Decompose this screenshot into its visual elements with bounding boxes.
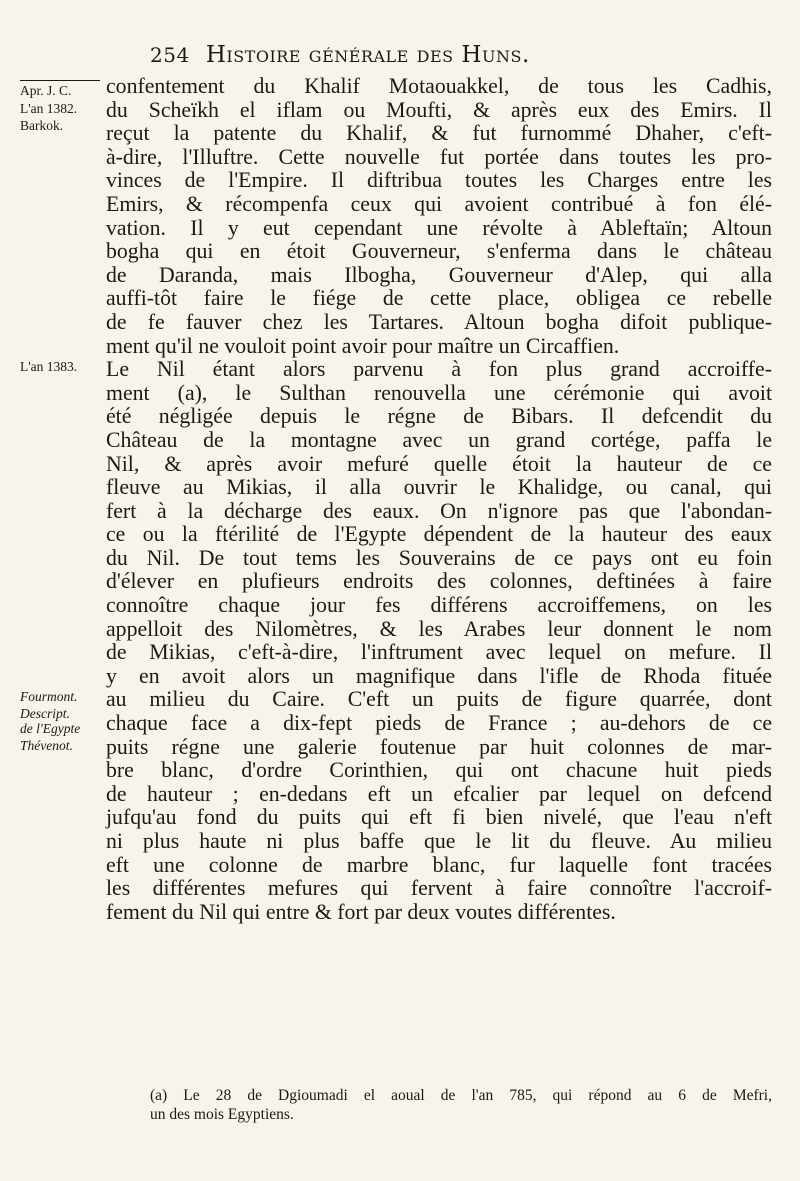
body-text (106, 75, 772, 924)
text-line: ce ou la ftérilité de l'Egypte dépendent de la hauteur des eaux (106, 522, 772, 547)
text-line: ni plus haute ni plus baffe que le lit du fleuve. Au milieu (106, 829, 772, 853)
footnote-line: (a) Le 28 de Dgioumadi el aoual de l'an 785, qui répond au 6 de Mefri, (150, 1087, 772, 1104)
text-line: appelloit des Nilomètres, & les Arabes leur donnent le nom (106, 616, 772, 641)
text-line: les différentes mefures qui fervent à faire connoître l'accroif- (106, 876, 772, 901)
text-line: à-dire, l'Illuftre. Cette nouvelle fut portée dans toutes les pro- (106, 144, 772, 169)
text-line: auffi-tôt faire le fiége de cette place, obligea ce rebelle (106, 286, 772, 311)
page-number: 254 (150, 43, 190, 67)
text-line: ment qu'il ne vouloit point avoir pour maître un Circaffien. (106, 333, 620, 358)
text-line: jufqu'au fond du puits qui eft fi bien nivelé, que l'eau n'eft (106, 805, 772, 830)
margin-note-descript: Descript. (20, 706, 70, 721)
text-line: été négligée depuis le régne de Bibars. Il defcendit du (106, 404, 772, 429)
text-line: connoître chaque jour fes différens accroiffemens, on les (106, 593, 772, 618)
text-line: du Scheïkh el iflam ou Moufti, & après eux des Emirs. Il (106, 97, 772, 122)
text-line: Château de la montagne avec un grand cortége, paffa le (106, 427, 772, 452)
text-line: Nil, & après avoir mefuré quelle étoit la hauteur de ce (106, 451, 772, 476)
footnote-line: un des mois Egyptiens. (150, 1106, 294, 1123)
text-line: confentement du Khalif Motaouakkel, de tous les Cadhis, (106, 74, 772, 98)
text-line: de hauteur ; en-dedans eft un efcalier par lequel on defcend (106, 781, 772, 806)
text-line: bre blanc, d'ordre Corinthien, qui ont chacune huit pieds (106, 758, 772, 783)
margin-note-egypte: de l'Egypte (20, 721, 81, 736)
margin-note-year-1382: L'an 1382. (20, 101, 78, 116)
footnote (150, 1086, 772, 1124)
running-title: Histoire générale des Huns. (205, 42, 530, 68)
text-line: vation. Il y eut cependant une révolte à Ableftaïn; Altoun (106, 215, 772, 240)
text-line: au milieu du Caire. C'eft un puits de figure quarrée, dont (106, 687, 772, 712)
text-line: bogha qui en étoit Gouverneur, s'enferma dans le château (106, 239, 772, 264)
text-line: vinces de l'Empire. Il diftribua toutes les Charges entre les (106, 168, 772, 193)
text-line: d'élever en plufieurs endroits des colonnes, deftinées à faire (106, 569, 772, 594)
text-line: fert à la décharge des eaux. On n'ignore pas que l'abondan- (106, 498, 772, 523)
text-line: fement du Nil qui entre & fort par deux voutes différentes. (106, 899, 616, 924)
margin-note-year-1383: L'an 1383. (20, 359, 78, 374)
margin-note-barkok: Barkok. (20, 118, 64, 133)
text-line: de Mikias, c'eft-à-dire, l'inftrument avec lequel on mefure. Il (106, 640, 772, 665)
margin-note-fourmont: Fourmont. (20, 689, 78, 704)
text-line: puits régne une galerie foutenue par huit colonnes de mar- (106, 734, 772, 759)
text-line: de fe fauver chez les Tartares. Altoun bogha difoit publique- (106, 309, 772, 334)
text-line: y en avoit alors un magnifique dans l'ifle de Rhoda fituée (106, 663, 772, 688)
text-line: fleuve au Mikias, il alla ouvrir le Khalidge, ou canal, qui (106, 475, 772, 500)
text-line: Le Nil étant alors parvenu à fon plus grand accroiffe- (106, 357, 772, 382)
text-line: Emirs, & récompenfa ceux qui avoient contribué à fon élé- (106, 191, 772, 216)
text-line: eft une colonne de marbre blanc, fur laquelle font tracées (106, 852, 772, 877)
text-line: du Nil. De tout tems les Souverains de ce pays ont eu foin (106, 545, 772, 570)
text-line: chaque face a dix-fept pieds de France ; au-dehors de ce (106, 711, 772, 736)
margin-note-apr: Apr. J. C. (20, 80, 100, 98)
text-line: ment (a), le Sulthan renouvella une cérémonie qui avoit (106, 380, 772, 405)
running-header (150, 42, 770, 68)
text-line: de Daranda, mais Ilbogha, Gouverneur d'Alep, qui alla (106, 262, 772, 287)
margin-note-thevenot: Thévenot. (20, 738, 73, 753)
text-line: reçut la patente du Khalif, & fut furnommé Dhaher, c'eft- (106, 121, 772, 146)
